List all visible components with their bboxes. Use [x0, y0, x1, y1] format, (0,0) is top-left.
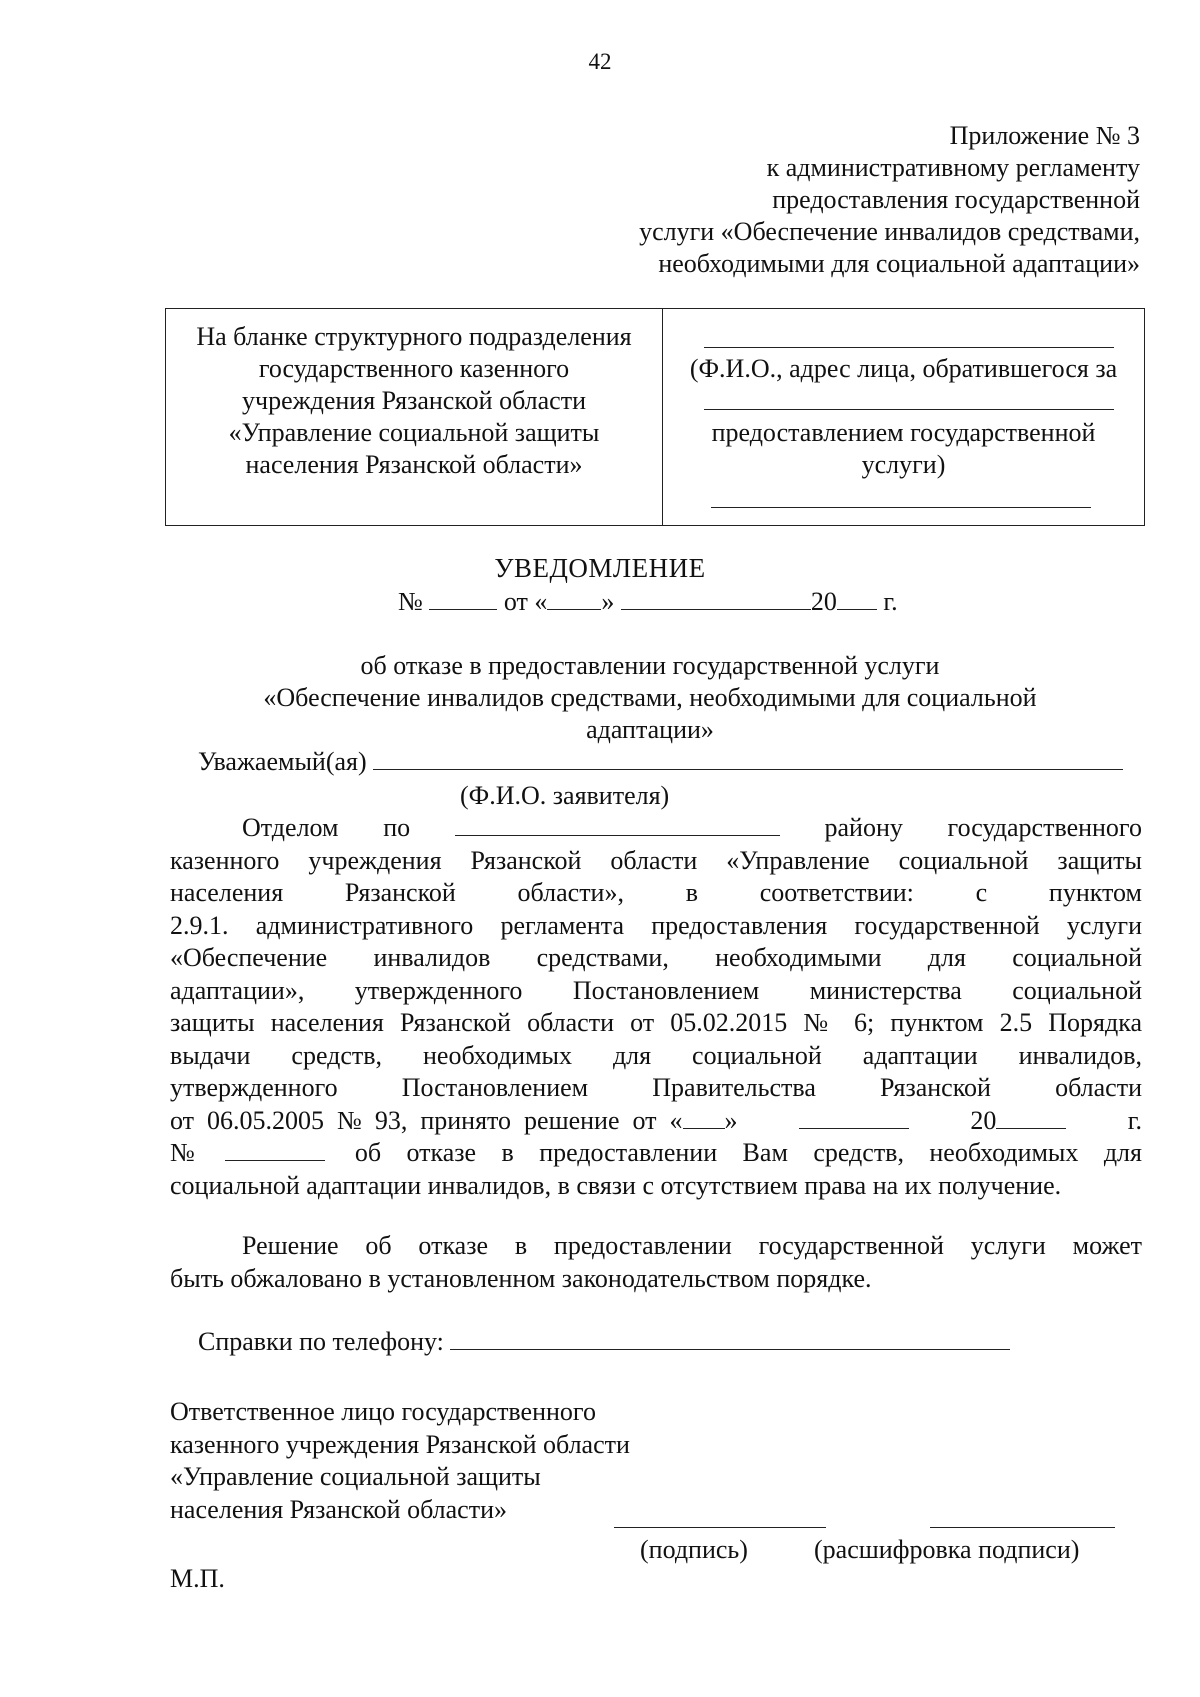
addressee-caption: услуги): [861, 450, 946, 479]
addressee-fill-line[interactable]: [704, 347, 1114, 348]
letterhead-line: населения Рязанской области»: [245, 450, 583, 479]
month-field[interactable]: [621, 587, 811, 610]
appeal-paragraph: [170, 1230, 1142, 1295]
body-word: Отделом: [242, 813, 339, 842]
body-word: от 06.05.2005 № 93, принято решение от «: [170, 1105, 683, 1135]
appendix-header: [639, 120, 1140, 280]
notice-number-line: [398, 586, 898, 618]
decision-month-field[interactable]: [799, 1106, 909, 1129]
year-field[interactable]: [837, 587, 877, 610]
body-line: адаптации», утвержденного Постановлением министерства социальной: [170, 975, 1142, 1005]
body-word: г.: [1127, 1105, 1142, 1135]
letterhead-line: «Управление социальной защиты: [228, 418, 600, 447]
document-title: УВЕДОМЛЕНИЕ: [494, 553, 706, 583]
from-word: от «: [503, 587, 548, 616]
addressee-caption: (Ф.И.О., адрес лица, обратившегося за: [689, 354, 1118, 383]
appeal-word: в: [514, 1231, 528, 1260]
signature-label: (подпись): [640, 1535, 748, 1564]
appeal-word: может: [1072, 1231, 1142, 1260]
decision-line: [170, 1105, 1142, 1138]
addressee-cell: [663, 309, 1144, 525]
header-table: [165, 308, 1145, 526]
day-field[interactable]: [547, 587, 601, 610]
body-word: по: [383, 813, 411, 842]
quote-close: »: [601, 587, 615, 616]
letterhead-line: государственного казенного: [258, 354, 570, 383]
signature-decode-field[interactable]: [930, 1527, 1115, 1528]
subject-line: «Обеспечение инвалидов средствами, необходимыми для социальной: [263, 683, 1037, 712]
responsible-line: населения Рязанской области»: [170, 1494, 507, 1524]
appeal-word: государственной: [758, 1231, 944, 1260]
appeal-word: об: [365, 1231, 392, 1260]
subject-line: адаптации»: [586, 715, 714, 744]
appendix-line: к административному регламенту: [766, 153, 1140, 182]
body-line: утвержденного Постановлением Правительства Рязанской области: [170, 1073, 1142, 1102]
responsible-line: Ответственное лицо государственного: [170, 1397, 596, 1426]
notice-number-field[interactable]: [429, 587, 497, 610]
responsible-line: «Управление социальной защиты: [170, 1462, 541, 1491]
appendix-line: услуги «Обеспечение инвалидов средствами,: [639, 217, 1140, 246]
appendix-line: необходимыми для социальной адаптации»: [658, 249, 1140, 278]
appeal-word: Решение: [242, 1231, 339, 1260]
addressee-fill-line[interactable]: [711, 507, 1091, 508]
refusal-line: [170, 1137, 1142, 1170]
body-line: населения Рязанской области», в соответствии: с пунктом: [170, 878, 1142, 907]
body-line: «Обеспечение инвалидов средствами, необходимыми для социальной: [170, 943, 1142, 972]
letterhead-line: На бланке структурного подразделения: [196, 322, 632, 351]
body-word: »: [724, 1105, 738, 1135]
signature-decode-label: (расшифровка подписи): [814, 1535, 1080, 1564]
department-district-field[interactable]: [455, 813, 780, 836]
stamp-place-label: М.П.: [170, 1564, 225, 1593]
decision-year-field[interactable]: [996, 1106, 1066, 1129]
body-word: району: [824, 813, 903, 842]
appendix-line: предоставления государственной: [772, 185, 1140, 214]
phone-label: Справки по телефону:: [198, 1327, 444, 1356]
salutation: Уважаемый(ая): [198, 747, 367, 776]
addressee-caption: предоставлением государственной: [711, 418, 1096, 447]
letterhead-line: учреждения Рязанской области: [242, 386, 586, 415]
phone-field[interactable]: [450, 1327, 1010, 1350]
year-prefix: 20: [810, 587, 837, 616]
appendix-line: Приложение № 3: [949, 121, 1140, 150]
body-line: казенного учреждения Рязанской области «Управление социальной защиты: [170, 845, 1142, 875]
applicant-fio-caption: (Ф.И.О. заявителя): [460, 781, 670, 810]
body-line: защиты населения Рязанской области от 05.02.2015 № 6; пунктом 2.5 Порядка: [170, 1008, 1142, 1037]
applicant-name-field[interactable]: [373, 747, 1123, 770]
body-word: государственного: [947, 813, 1142, 842]
responsible-line: казенного учреждения Рязанской области: [170, 1429, 630, 1459]
body-word: 20: [970, 1105, 997, 1135]
appeal-word: отказе: [418, 1231, 489, 1260]
body-line: выдачи средств, необходимых для социальной адаптации инвалидов,: [170, 1040, 1142, 1070]
year-suffix: г.: [883, 587, 898, 616]
phone-line: [198, 1326, 1010, 1358]
decision-day-field[interactable]: [683, 1106, 725, 1129]
letterhead-cell: [166, 309, 663, 525]
body-line: 2.9.1. административного регламента предоставления государственной услуги: [170, 910, 1142, 940]
appeal-line: быть обжаловано в установленном законодательством порядке.: [170, 1263, 872, 1293]
body-word: об отказе в предоставлении Вам средств, необходимых для: [354, 1138, 1142, 1167]
body-paragraph: [170, 812, 1142, 1202]
body-word: №: [170, 1138, 195, 1167]
subject-line: об отказе в предоставлении государственной услуги: [360, 651, 940, 680]
body-line: социальной адаптации инвалидов, в связи с отсутствием права на их получение.: [170, 1170, 1062, 1200]
number-sign: №: [398, 587, 423, 616]
signature-field[interactable]: [614, 1527, 826, 1528]
decision-number-field[interactable]: [225, 1138, 325, 1161]
appeal-word: услуги: [970, 1231, 1046, 1260]
notice-subject: [220, 650, 1080, 746]
appeal-word: предоставлении: [553, 1231, 732, 1260]
salutation-line: [198, 746, 1123, 778]
page-number: 42: [588, 49, 612, 74]
responsible-person: [170, 1396, 630, 1526]
appeal-line: [170, 1230, 1142, 1263]
body-line: [170, 812, 1142, 845]
addressee-fill-line[interactable]: [704, 409, 1114, 410]
